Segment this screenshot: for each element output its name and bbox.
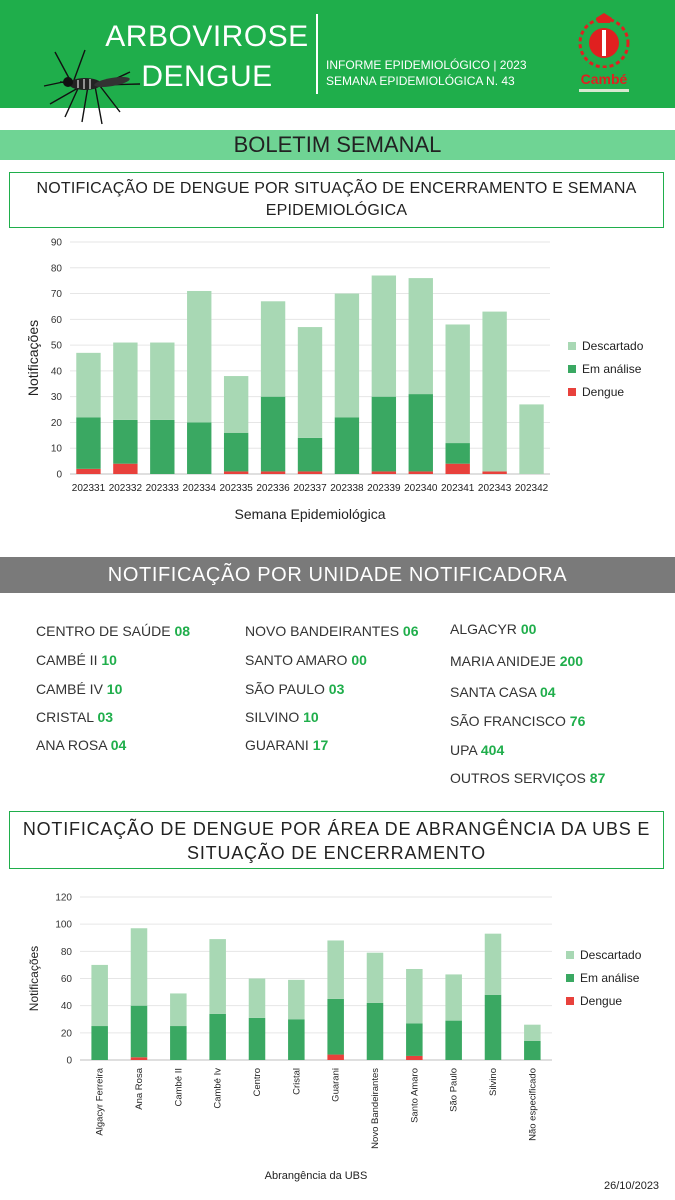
- bar-descartado: [224, 376, 248, 433]
- bar-em-analise: [150, 420, 174, 474]
- unit-item: [450, 653, 583, 669]
- bar-descartado: [209, 939, 226, 1014]
- unit-item: [245, 652, 367, 668]
- x-category-label: Santo Amaro: [409, 1068, 421, 1123]
- unit-name: ANA ROSA: [36, 737, 107, 753]
- unit-item: [450, 770, 605, 786]
- bar-dengue: [113, 464, 137, 474]
- unit-name: CAMBÉ IV: [36, 681, 103, 697]
- bar-dengue: [482, 471, 506, 474]
- x-axis-title: Semana Epidemiológica: [234, 506, 386, 522]
- bar-descartado: [367, 953, 384, 1003]
- unit-item: [36, 709, 113, 725]
- unit-item: [450, 713, 585, 729]
- x-category-label: 202341: [441, 483, 475, 494]
- unit-item: [450, 684, 556, 700]
- unit-name: SÃO PAULO: [245, 681, 325, 697]
- section3-title: NOTIFICAÇÃO DE DENGUE POR ÁREA DE ABRANGÊNCIA DA UBS E SITUAÇÃO DE ENCERRAMENTO: [9, 811, 664, 869]
- legend-label: Em análise: [580, 971, 640, 985]
- bar-descartado: [409, 278, 433, 394]
- legend-swatch: [568, 342, 576, 350]
- y-tick-label: 50: [50, 340, 62, 352]
- legend-label: Em análise: [582, 362, 642, 376]
- bar-descartado: [327, 940, 344, 998]
- x-axis-title: Abrangência da UBS: [264, 1170, 368, 1182]
- x-category-label: 202333: [145, 483, 179, 494]
- section2-title: NOTIFICAÇÃO POR UNIDADE NOTIFICADORA: [0, 557, 675, 593]
- legend-label: Dengue: [580, 994, 623, 1008]
- bar-descartado: [187, 291, 211, 422]
- bar-em-analise: [524, 1041, 541, 1060]
- bar-descartado: [131, 928, 148, 1005]
- bar-em-analise: [327, 999, 344, 1055]
- bar-em-analise: [113, 420, 137, 464]
- unit-value: 04: [110, 737, 127, 753]
- x-category-label: 202336: [256, 483, 290, 494]
- bar-descartado: [298, 327, 322, 438]
- legend-swatch: [568, 365, 576, 373]
- y-tick-label: 100: [55, 919, 72, 931]
- bar-descartado: [485, 934, 502, 995]
- bar-dengue: [261, 471, 285, 474]
- bar-descartado: [91, 965, 108, 1026]
- bar-em-analise: [372, 397, 396, 472]
- y-tick-label: 10: [50, 443, 62, 455]
- bar-descartado: [446, 324, 470, 443]
- bar-dengue: [446, 464, 470, 474]
- legend-label: Descartado: [582, 339, 644, 353]
- info-line-2: SEMANA EPIDEMIOLÓGICA N. 43: [326, 74, 515, 88]
- unit-item: [36, 623, 190, 639]
- bar-dengue: [327, 1055, 344, 1060]
- bar-descartado: [524, 1025, 541, 1041]
- y-tick-label: 30: [50, 392, 62, 404]
- legend-swatch: [566, 951, 574, 959]
- x-category-label: 202335: [219, 483, 253, 494]
- y-tick-label: 20: [50, 417, 62, 429]
- legend-swatch: [568, 388, 576, 396]
- bulletin-info: [326, 57, 527, 89]
- bar-dengue: [131, 1057, 148, 1060]
- bar-dengue: [409, 471, 433, 474]
- bar-dengue: [298, 471, 322, 474]
- logo-text: Cambé: [580, 71, 628, 87]
- legend-label: Dengue: [582, 385, 625, 399]
- ubs-area-notifications-chart: [0, 880, 675, 1185]
- x-category-label: Não especificado: [527, 1068, 539, 1141]
- unit-name: CENTRO DE SAÚDE: [36, 623, 171, 639]
- unit-name: SANTA CASA: [450, 684, 537, 700]
- y-tick-label: 80: [60, 946, 72, 958]
- header-banner: [0, 0, 675, 108]
- unit-name: OUTROS SERVIÇOS: [450, 770, 586, 786]
- bar-descartado: [445, 974, 462, 1020]
- logo-underline: [579, 89, 629, 92]
- bar-dengue: [76, 469, 100, 474]
- bar-em-analise: [485, 995, 502, 1060]
- unit-name: SANTO AMARO: [245, 652, 348, 668]
- x-category-label: São Paulo: [448, 1068, 460, 1112]
- unit-value: 00: [520, 621, 537, 637]
- bar-em-analise: [406, 1023, 423, 1056]
- bar-descartado: [150, 343, 174, 420]
- y-axis-title: Notificações: [27, 945, 41, 1012]
- section1-title: NOTIFICAÇÃO DE DENGUE POR SITUAÇÃO DE ENCERRAMENTO E SEMANA EPIDEMIOLÓGICA: [9, 172, 664, 228]
- bar-em-analise: [298, 438, 322, 472]
- unit-item: [36, 737, 126, 753]
- x-category-label: 202338: [330, 483, 364, 494]
- unit-item: [245, 623, 419, 639]
- y-tick-label: 120: [55, 892, 72, 904]
- unit-value: 17: [312, 737, 329, 753]
- x-category-label: 202342: [514, 483, 549, 494]
- unit-name: UPA: [450, 742, 477, 758]
- bar-em-analise: [170, 1026, 187, 1060]
- bar-em-analise: [76, 417, 100, 469]
- bar-descartado: [372, 276, 396, 397]
- unit-name: ALGACYR: [450, 621, 517, 637]
- bar-em-analise: [335, 417, 359, 474]
- bar-descartado: [249, 979, 266, 1018]
- unit-value: 03: [328, 681, 345, 697]
- y-tick-label: 20: [60, 1028, 72, 1040]
- footer-date: 26/10/2023: [604, 1180, 660, 1192]
- bar-dengue: [224, 471, 248, 474]
- band-title: BOLETIM SEMANAL: [0, 130, 675, 160]
- title-divider: [316, 14, 318, 94]
- cambe-logo: [572, 12, 636, 98]
- unit-item: [245, 681, 344, 697]
- unit-name: CAMBÉ II: [36, 652, 98, 668]
- y-tick-label: 90: [50, 237, 62, 249]
- unit-name: MARIA ANIDEJE: [450, 653, 556, 669]
- unit-name: CRISTAL: [36, 709, 94, 725]
- bar-em-analise: [209, 1014, 226, 1060]
- bar-descartado: [288, 980, 305, 1019]
- unit-item: [36, 652, 117, 668]
- unit-value: 404: [480, 742, 505, 758]
- legend-swatch: [566, 997, 574, 1005]
- city-emblem-icon: [574, 12, 634, 68]
- unit-value: 200: [559, 653, 584, 669]
- bar-descartado: [482, 312, 506, 472]
- x-category-label: 202337: [293, 483, 327, 494]
- bar-em-analise: [261, 397, 285, 472]
- unit-value: 10: [101, 652, 117, 668]
- unit-item: [36, 681, 122, 697]
- bar-em-analise: [249, 1018, 266, 1060]
- x-category-label: 202340: [404, 483, 438, 494]
- unit-value: 10: [106, 681, 123, 697]
- bar-descartado: [406, 969, 423, 1023]
- y-tick-label: 70: [50, 289, 62, 301]
- bar-descartado: [335, 294, 359, 418]
- bar-em-analise: [445, 1021, 462, 1060]
- bar-em-analise: [91, 1026, 108, 1060]
- unit-name: SÃO FRANCISCO: [450, 713, 566, 729]
- unit-item: [450, 621, 536, 637]
- x-category-label: 202331: [71, 483, 106, 494]
- bar-descartado: [519, 404, 543, 474]
- bar-descartado: [113, 343, 137, 420]
- unit-item: [245, 737, 328, 753]
- y-tick-label: 60: [50, 314, 62, 326]
- weekly-notifications-chart: [0, 232, 675, 527]
- x-category-label: Algacyr Ferreira: [94, 1068, 106, 1136]
- unit-item: [245, 709, 319, 725]
- x-category-label: 202343: [477, 483, 512, 494]
- bar-em-analise: [446, 443, 470, 464]
- title-line-1: ARBOVIROSE: [105, 20, 309, 53]
- legend-swatch: [566, 974, 574, 982]
- y-tick-label: 0: [56, 469, 62, 481]
- y-tick-label: 80: [50, 263, 62, 275]
- x-category-label: Guarani: [330, 1068, 342, 1102]
- bar-em-analise: [288, 1019, 305, 1060]
- unit-value: 76: [569, 713, 586, 729]
- bulletin-title: [104, 17, 310, 97]
- y-tick-label: 40: [60, 1001, 72, 1013]
- unit-value: 08: [174, 623, 191, 639]
- x-category-label: Novo Bandeirantes: [370, 1068, 381, 1149]
- unit-value: 03: [97, 709, 114, 725]
- unit-name: NOVO BANDEIRANTES: [245, 623, 400, 639]
- info-line-1: INFORME EPIDEMIOLÓGICO | 2023: [326, 58, 527, 72]
- unit-name: SILVINO: [245, 709, 300, 725]
- bar-em-analise: [409, 394, 433, 471]
- x-category-label: Cambé II: [173, 1068, 185, 1107]
- legend-label: Descartado: [580, 948, 642, 962]
- bar-descartado: [261, 301, 285, 396]
- x-category-label: 202339: [367, 483, 401, 494]
- x-category-label: Cambé Iv: [212, 1068, 224, 1109]
- y-tick-label: 40: [50, 366, 62, 378]
- bar-em-analise: [224, 433, 248, 472]
- x-category-label: 202332: [108, 483, 143, 494]
- title-line-2: DENGUE: [141, 60, 273, 93]
- unit-value: 10: [303, 709, 319, 725]
- unit-name: GUARANI: [245, 737, 309, 753]
- x-category-label: Centro: [252, 1068, 263, 1097]
- unit-value: 06: [402, 623, 419, 639]
- bar-em-analise: [131, 1006, 148, 1058]
- x-category-label: 202334: [182, 483, 216, 494]
- bar-dengue: [372, 471, 396, 474]
- unit-value: 04: [540, 684, 556, 700]
- bar-descartado: [170, 993, 187, 1026]
- x-category-label: Cristal: [291, 1068, 303, 1095]
- notifying-units-list: [36, 620, 656, 795]
- bar-dengue: [406, 1056, 423, 1060]
- unit-item: [450, 742, 504, 758]
- y-tick-label: 60: [60, 974, 72, 985]
- unit-value: 87: [589, 770, 606, 786]
- y-tick-label: 0: [66, 1055, 72, 1067]
- y-axis-title: Notificações: [25, 319, 41, 397]
- x-category-label: Ana Rosa: [134, 1068, 145, 1110]
- bar-em-analise: [187, 422, 211, 474]
- unit-value: 00: [351, 652, 367, 668]
- x-category-label: Silvino: [488, 1068, 499, 1096]
- bar-em-analise: [367, 1003, 384, 1060]
- bar-descartado: [76, 353, 100, 417]
